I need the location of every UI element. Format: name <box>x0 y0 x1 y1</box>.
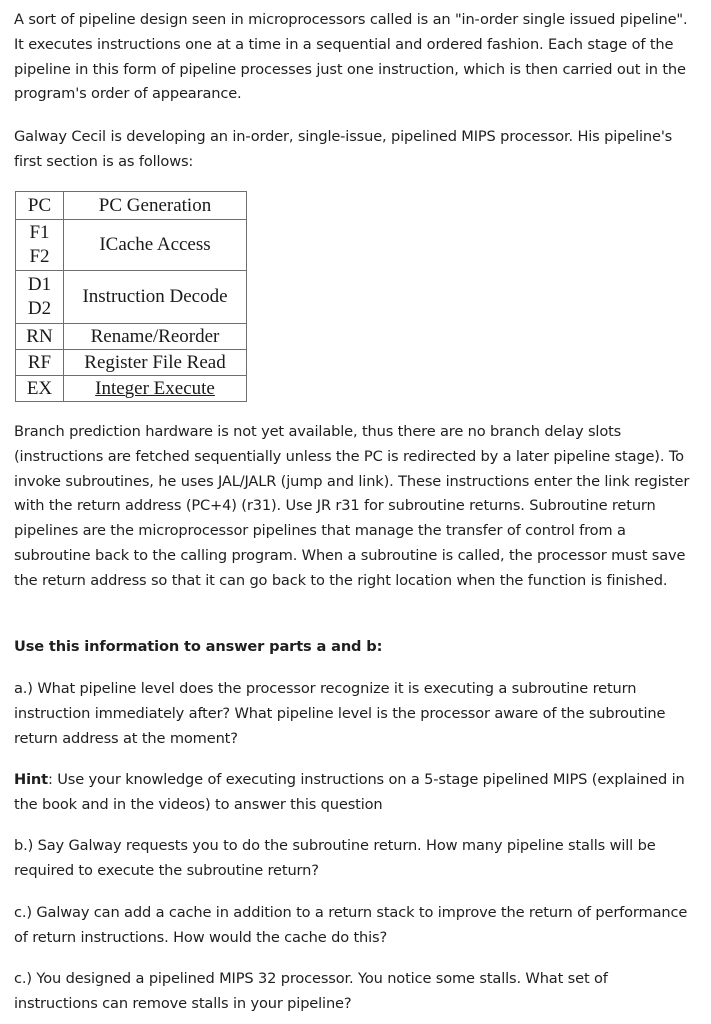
stage-description: Rename/Reorder <box>64 324 247 350</box>
hint-text: : Use your knowledge of executing instructions on a 5-stage pipelined MIPS (explained in the book and in the videos) to answer this question <box>14 771 685 813</box>
instruction-heading: Use this information to answer parts a and b: <box>14 638 383 655</box>
stage-code-cell <box>16 220 64 271</box>
intro-paragraph: A sort of pipeline design seen in microprocessors called is an "in-order single issued pipeline". It executes instructions one at a time in a sequential and ordered fashion. Each stage of the pipeline in this form of pipeline processes just one instruction, which is then carried out in the program's order of appearance. <box>14 11 688 103</box>
hint-label: Hint <box>14 771 48 788</box>
table-row <box>16 324 247 350</box>
stage-code: D1 <box>27 274 52 295</box>
stage-description: Instruction Decode <box>64 271 247 324</box>
branch-prediction-paragraph: Branch prediction hardware is not yet available, thus there are no branch delay slots (instructions are fetched sequentially unless the PC is redirected by a later pipeline stage). To invoke subroutines, he uses JAL/JALR (jump and link). These instructions enter the link register with the return address (PC+4) (r31). Use JR r31 for subroutine returns. Subroutine return pipelines are the microprocessor pipelines that manage the transfer of control from a subroutine back to the calling program. When a subroutine is called, the processor must save the return address so that it can go back to the right location when the function is finished. <box>14 423 690 589</box>
stage-code: F1 <box>29 222 50 243</box>
stage-code: EX <box>26 377 53 399</box>
table-row <box>16 192 247 220</box>
pipeline-stage-table <box>15 191 247 402</box>
stage-code-cell <box>16 192 64 220</box>
stage-description: PC Generation <box>64 192 247 220</box>
stage-code: F2 <box>29 246 50 267</box>
stage-description: Register File Read <box>64 350 247 376</box>
stage-code: PC <box>27 194 52 216</box>
question-b: b.) Say Galway requests you to do the subroutine return. How many pipeline stalls will be required to execute the subroutine return? <box>14 837 656 879</box>
question-c-stalls: c.) You designed a pipelined MIPS 32 processor. You notice some stalls. What set of instructions can remove stalls in your pipeline? <box>14 970 608 1012</box>
stage-code-cell <box>16 376 64 402</box>
stage-code-cell <box>16 271 64 324</box>
stage-description: ICache Access <box>64 220 247 271</box>
stage-code: RN <box>26 325 53 347</box>
table-row <box>16 350 247 376</box>
stage-description <box>64 376 247 402</box>
stage-code: D2 <box>27 298 52 319</box>
question-a: a.) What pipeline level does the processor recognize it is executing a subroutine return instruction immediately after? What pipeline level is the processor aware of the subroutine return address at the moment? <box>14 680 666 747</box>
stage-code: RF <box>27 351 52 373</box>
table-row <box>16 271 247 324</box>
table-row <box>16 376 247 402</box>
hint-paragraph <box>14 768 694 818</box>
stage-code-cell <box>16 350 64 376</box>
table-row <box>16 220 247 271</box>
stage-code-cell <box>16 324 64 350</box>
processor-intro-paragraph: Galway Cecil is developing an in-order, single-issue, pipelined MIPS processor. His pipeline's first section is as follows: <box>14 128 673 170</box>
stage-description-text: Integer Execute <box>95 377 215 399</box>
question-c-cache: c.) Galway can add a cache in addition to a return stack to improve the return of performance of return instructions. How would the cache do this? <box>14 904 688 946</box>
